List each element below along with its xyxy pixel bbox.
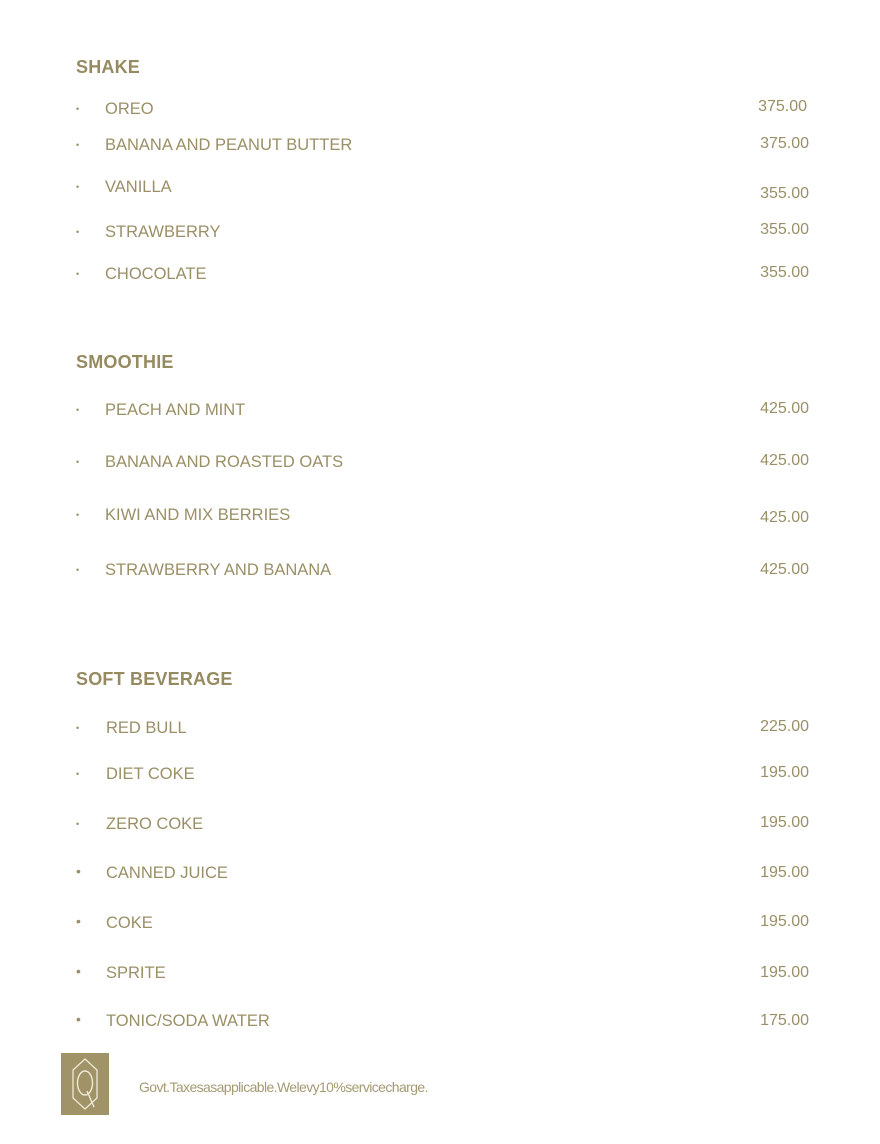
menu-item (0, 135, 880, 155)
item-price: 425.00 (760, 452, 809, 469)
item-price: 355.00 (760, 221, 809, 238)
item-price: 195.00 (760, 764, 809, 781)
bullet: • (76, 510, 80, 520)
item-price: 195.00 (760, 964, 809, 981)
menu-item (0, 560, 880, 580)
bullet: • (76, 913, 81, 929)
item-price: 355.00 (760, 185, 809, 202)
item-name: TONIC/SODA WATER (106, 1012, 270, 1030)
bullet: • (76, 963, 81, 979)
item-price: 375.00 (758, 98, 807, 115)
bullet: • (76, 104, 80, 114)
item-name: COKE (106, 914, 153, 932)
bullet: • (76, 140, 80, 150)
item-price: 425.00 (760, 561, 809, 578)
item-price: 225.00 (760, 718, 809, 735)
bullet: • (76, 723, 80, 733)
menu-item (0, 913, 880, 933)
item-name: OREO (105, 100, 154, 118)
section-title-shake: SHAKE (76, 57, 141, 77)
item-price: 425.00 (760, 509, 809, 526)
bullet: • (76, 269, 80, 279)
item-price: 175.00 (760, 1012, 809, 1029)
bullet: • (76, 863, 81, 879)
item-price: 375.00 (760, 135, 809, 152)
item-name: DIET COKE (106, 765, 195, 783)
item-name: SPRITE (106, 964, 166, 982)
item-name: KIWI AND MIX BERRIES (105, 506, 291, 524)
section-title-smoothie: SMOOTHIE (76, 352, 174, 372)
bullet: • (76, 457, 80, 467)
menu-item (0, 764, 880, 784)
item-name: RED BULL (106, 719, 187, 737)
bullet: • (76, 819, 80, 829)
item-name: STRAWBERRY (105, 223, 221, 241)
bullet: • (76, 182, 80, 192)
item-price: 355.00 (760, 264, 809, 281)
bullet: • (76, 405, 80, 415)
menu-item (0, 400, 880, 420)
item-name: PEACH AND MINT (105, 401, 246, 419)
menu-item (0, 99, 880, 119)
item-name: STRAWBERRY AND BANANA (105, 561, 332, 579)
menu-item (0, 452, 880, 472)
menu-item (0, 963, 880, 983)
bullet: • (76, 1011, 81, 1027)
item-price: 195.00 (760, 864, 809, 881)
logo-graphic (61, 1053, 109, 1115)
section-title-soft-beverage: SOFT BEVERAGE (76, 669, 233, 689)
item-price: 425.00 (760, 400, 809, 417)
item-name: CANNED JUICE (106, 864, 228, 882)
menu-item (0, 264, 880, 284)
item-name: BANANA AND PEANUT BUTTER (105, 136, 353, 154)
item-name: BANANA AND ROASTED OATS (105, 453, 344, 471)
menu-item (0, 863, 880, 883)
menu-item (0, 718, 880, 738)
q-monogram-logo-icon (61, 1053, 109, 1115)
item-name: ZERO COKE (106, 815, 204, 833)
tax-note: Govt.Taxesasapplicable.Welevy10%servicecharge. (139, 1079, 428, 1095)
bullet: • (76, 565, 80, 575)
item-name: VANILLA (105, 178, 172, 196)
menu-item (0, 814, 880, 834)
item-price: 195.00 (760, 814, 809, 831)
item-price: 195.00 (760, 913, 809, 930)
menu-item (0, 505, 880, 525)
item-name: CHOCOLATE (105, 265, 207, 283)
menu-item (0, 1011, 880, 1031)
menu-item (0, 222, 880, 242)
bullet: • (76, 769, 80, 779)
bullet: • (76, 227, 80, 237)
menu-item (0, 177, 880, 202)
